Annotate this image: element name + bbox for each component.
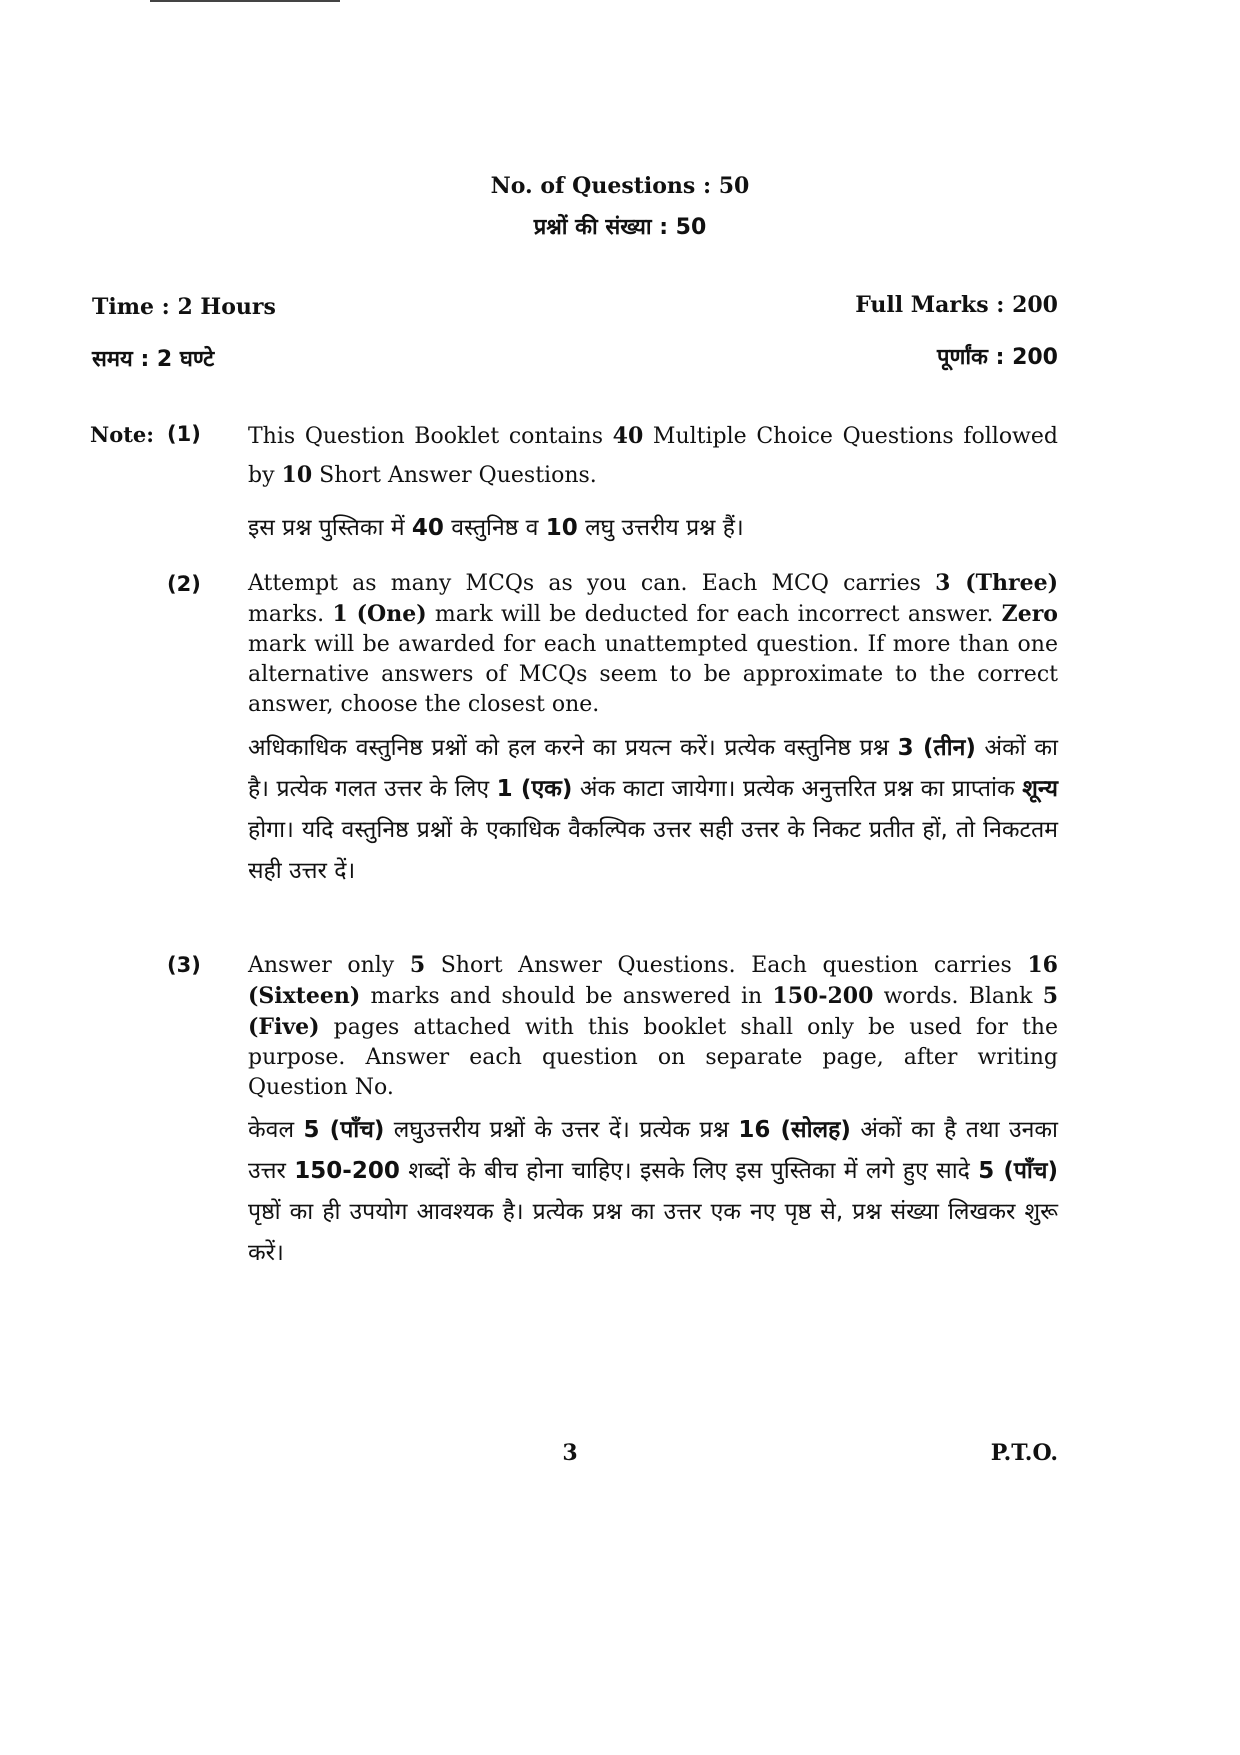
body-text: इस प्रश्न पुस्तिका में — [248, 515, 412, 541]
note-number-3: (3) — [167, 953, 201, 977]
body-text: अधिकाधिक वस्तुनिष्ठ प्रश्नों को हल करने का प्रयत्न करें। प्रत्येक वस्तुनिष्ठ प्रश्न — [248, 735, 898, 761]
body-text: words. Blank — [873, 984, 1043, 1009]
emphasis-text: 16 (Sixteen) — [248, 952, 1058, 1009]
emphasis-text: 5 (पाँच) — [303, 1117, 385, 1143]
questions-count-hi: प्रश्नों की संख्या : 50 — [533, 215, 707, 240]
body-text: Short Answer Questions. Each question carries — [425, 953, 1028, 978]
emphasis-text: 10 — [545, 515, 578, 541]
body-text: अंकों का है तथा उनका उत्तर — [248, 1117, 1058, 1184]
body-text: लघु उत्तरीय प्रश्न हैं। — [577, 515, 744, 541]
time-en: Time : 2 Hours — [92, 294, 276, 320]
emphasis-text: 1 (One) — [332, 601, 427, 627]
body-text: होगा। यदि वस्तुनिष्ठ प्रश्नों के एकाधिक वैकल्पिक उत्तर सही उत्तर के निकट प्रतीत हों, तो निकटतम सही उत्तर दें। — [248, 817, 1058, 884]
body-text: Attempt as many MCQs as you can. Each MCQ carries — [248, 571, 936, 596]
body-text: mark will be deducted for each incorrect answer. — [426, 602, 1002, 627]
time-hi: समय : 2 घण्टे — [92, 347, 215, 372]
body-text: Multiple Choice Questions followed by — [248, 424, 1058, 488]
note-2-hi — [248, 728, 1058, 892]
full-marks-en: Full Marks : 200 — [855, 292, 1058, 318]
body-text: अंकों का है। प्रत्येक गलत उत्तर के लिए — [248, 735, 1059, 802]
emphasis-text: 40 — [411, 515, 444, 541]
full-marks-hi: पूर्णांक : 200 — [936, 345, 1058, 370]
note-3-en — [248, 950, 1058, 1103]
body-text: Answer only — [248, 953, 410, 978]
emphasis-text: 3 (तीन) — [897, 735, 976, 761]
body-text: पृष्ठों का ही उपयोग आवश्यक है। प्रत्येक प्रश्न का उत्तर एक नए पृष्ठ से, प्रश्न संख्या लिखकर शुरू करें। — [248, 1199, 1058, 1266]
note-2-en — [248, 568, 1058, 720]
body-text: This Question Booklet contains — [248, 424, 613, 449]
emphasis-text: 40 — [612, 423, 644, 449]
emphasis-text: शून्य — [1022, 776, 1058, 802]
emphasis-text: 5 (Five) — [248, 983, 1059, 1040]
note-label: Note: — [90, 422, 155, 447]
emphasis-text: 150-200 — [772, 983, 874, 1009]
top-rule — [150, 0, 340, 2]
questions-count-en: No. of Questions : 50 — [490, 173, 750, 199]
body-text: marks. — [248, 602, 333, 627]
emphasis-text: Zero — [1001, 601, 1058, 627]
body-text: लघुउत्तरीय प्रश्नों के उत्तर दें। प्रत्येक प्रश्न — [384, 1117, 739, 1143]
emphasis-text: 5 — [409, 952, 426, 978]
note-1-en — [248, 417, 1058, 495]
body-text: marks and should be answered in — [360, 984, 773, 1009]
body-text: वस्तुनिष्ठ व — [443, 515, 546, 541]
emphasis-text: 5 (पाँच) — [978, 1158, 1058, 1184]
emphasis-text: 10 — [281, 462, 313, 488]
body-text: mark will be awarded for each unattempted question. If more than one alternative answers of MCQs seem to be approximate to the correct answer, choose the closest one. — [248, 632, 1058, 717]
body-text: शब्दों के बीच होना चाहिए। इसके लिए इस पुस्तिका में लगे हुए सादे — [399, 1158, 979, 1184]
emphasis-text: 1 (एक) — [496, 776, 573, 802]
note-1-hi — [248, 508, 1058, 549]
note-3-hi — [248, 1110, 1058, 1274]
body-text: केवल — [248, 1117, 304, 1143]
body-text: pages attached with this booklet shall only be used for the purpose. Answer each question on separate page, after writing Question No. — [248, 1015, 1058, 1100]
emphasis-text: 16 (सोलह) — [738, 1117, 851, 1143]
pto-label: P.T.O. — [990, 1440, 1058, 1466]
body-text: अंक काटा जायेगा। प्रत्येक अनुत्तरित प्रश्न का प्राप्तांक — [572, 776, 1023, 802]
emphasis-text: 3 (Three) — [935, 570, 1058, 596]
page-number: 3 — [562, 1440, 578, 1466]
note-number-1: (1) — [167, 422, 201, 446]
emphasis-text: 150-200 — [294, 1158, 400, 1184]
body-text: Short Answer Questions. — [312, 463, 597, 488]
note-number-2: (2) — [167, 572, 201, 596]
